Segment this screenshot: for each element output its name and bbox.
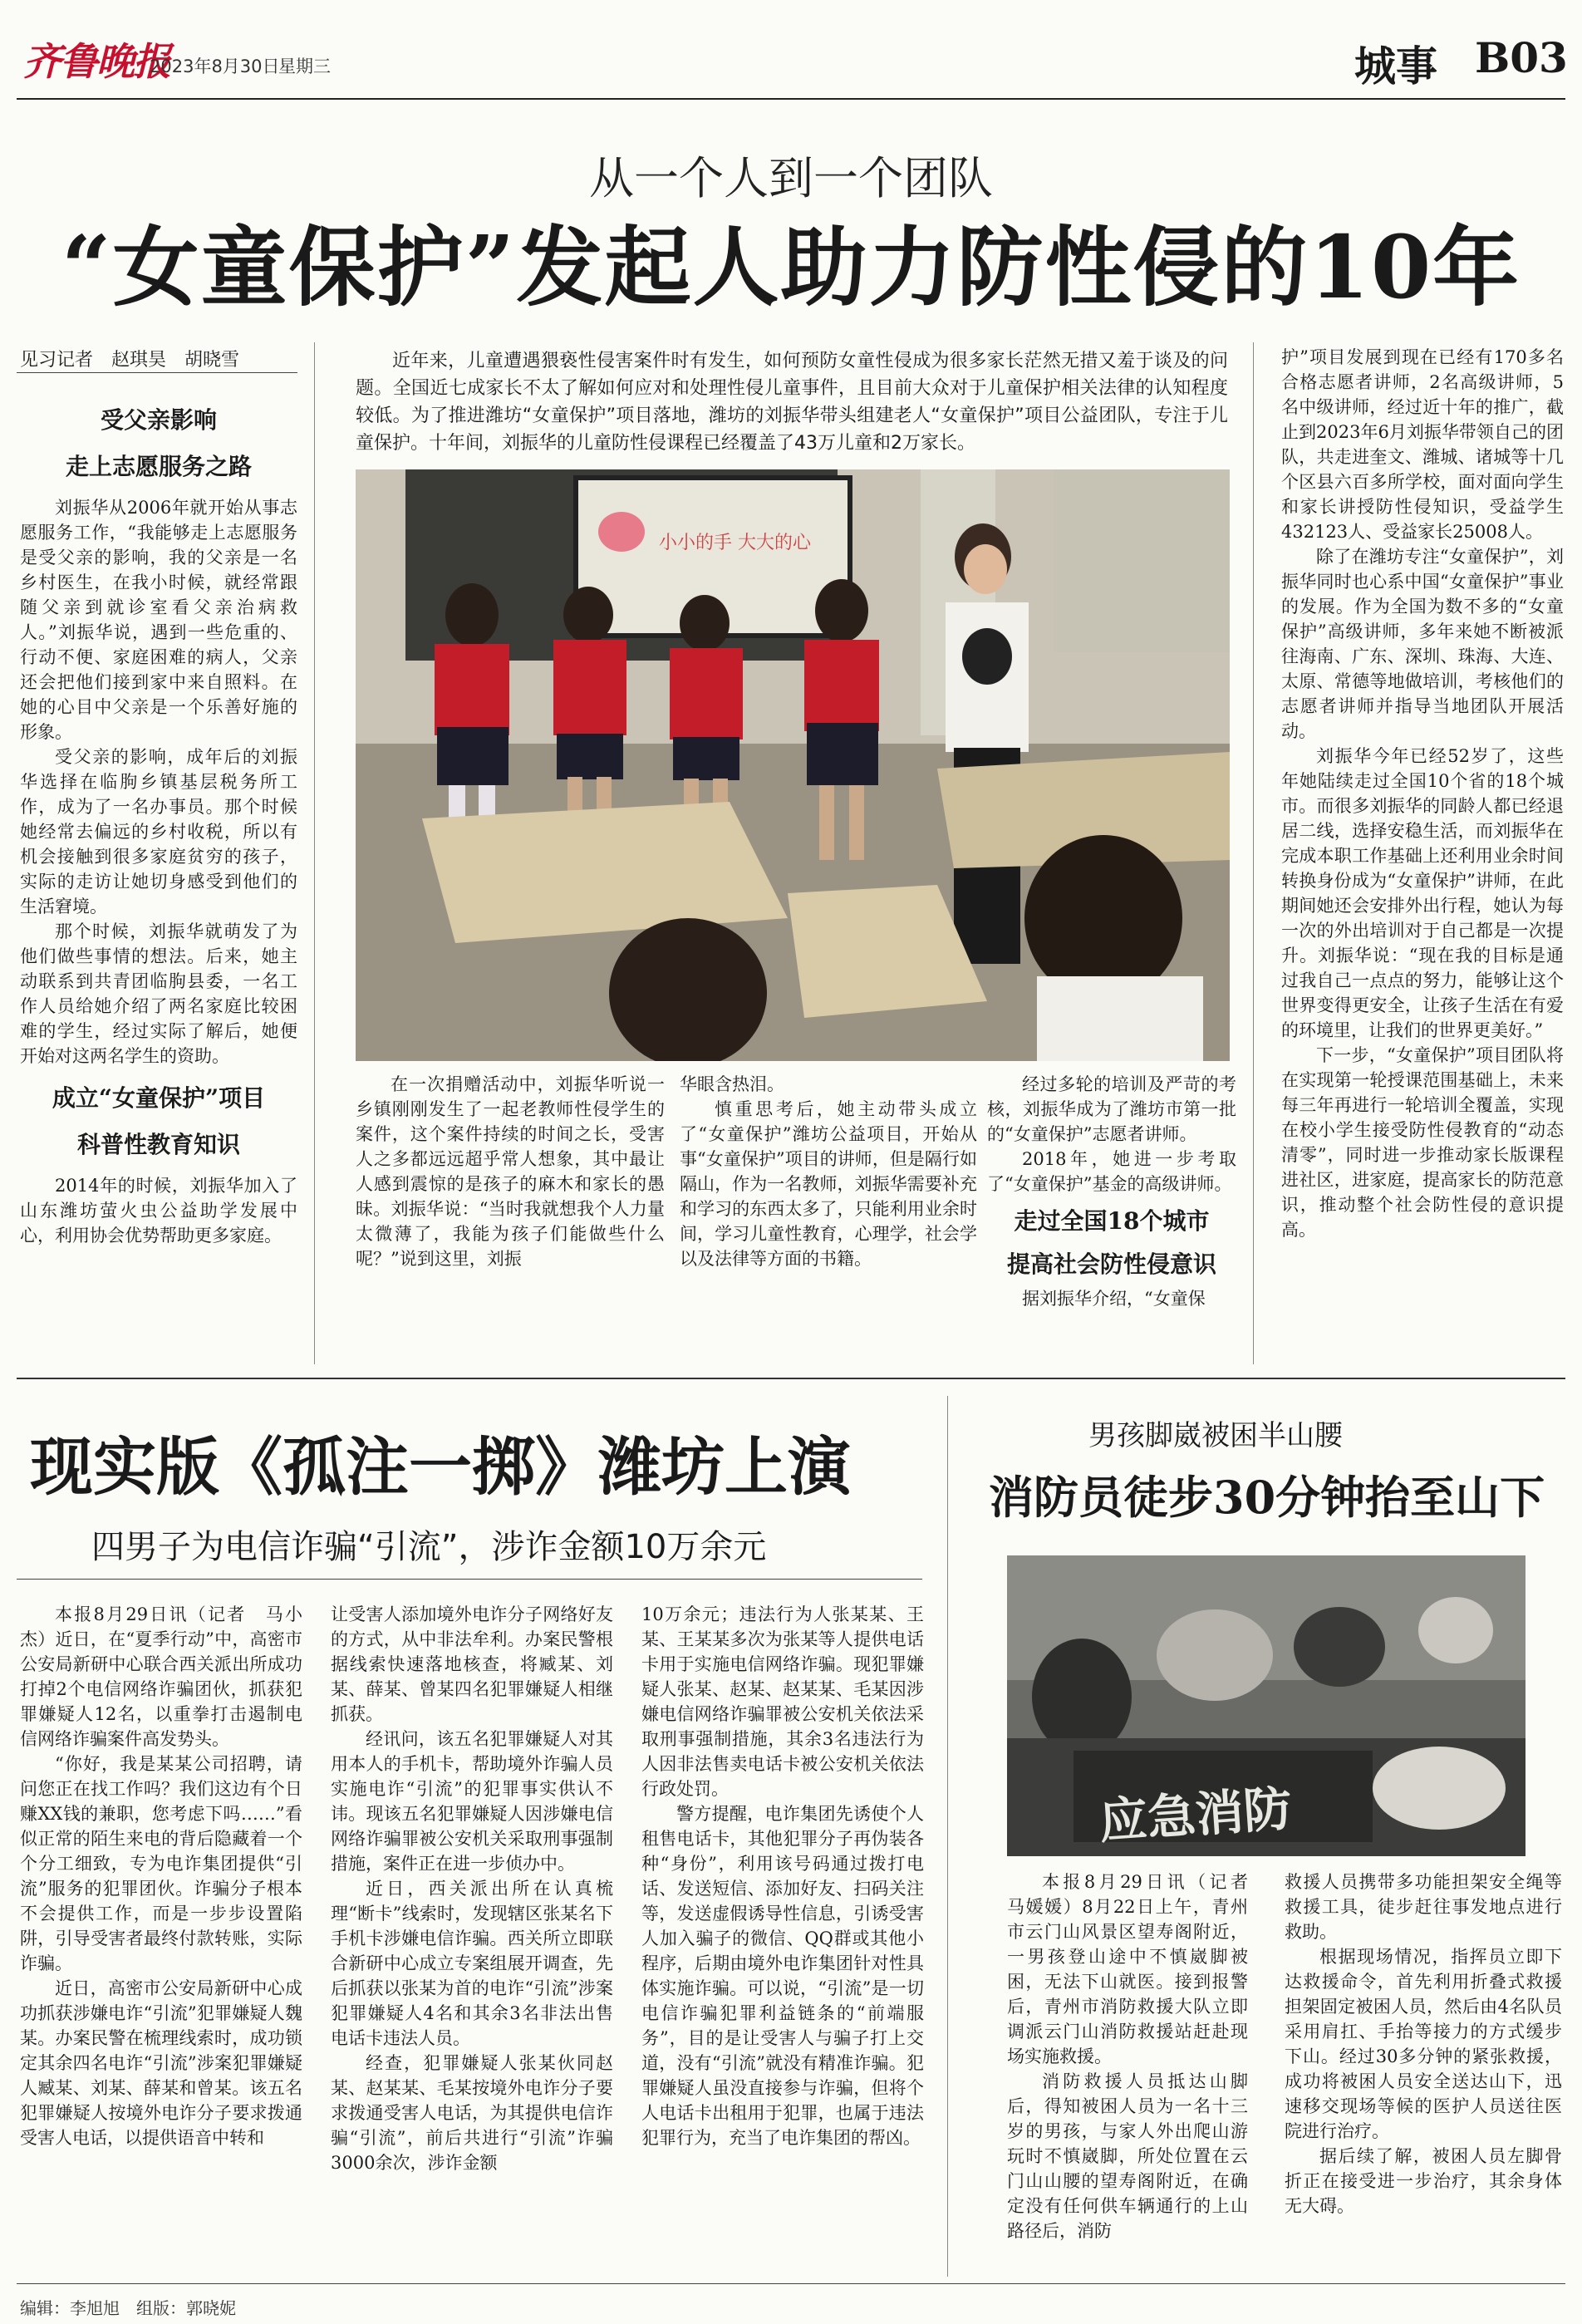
section-name: 城事	[1354, 42, 1437, 91]
paragraph: 慎重思考后，她主动带头成立了“女童保护”潍坊公益项目，开始从事“女童保护”项目的讲师，但是隔行如隔山，作为一名教师，刘振华需要补充和学习的东西太多了，只能利用业余时间，学习儿童性教育，心理学，社会学以及法律等方面的书籍。	[680, 1099, 977, 1269]
story2-rule	[17, 1579, 922, 1580]
paragraph: 在一次捐赠活动中，刘振华听说一乡镇刚刚发生了一起老教师性侵学生的案件，这个案件持续的时间之长，受害人之多都远远超乎常人想象，其中最让人感到震惊的是孩子的麻木和家长的愚昧。刘振华说：“当时我就想我个人力量太微薄了，我能为孩子们能做些什么呢？”说到这里，刘振	[356, 1074, 665, 1269]
paragraph: 近日，高密市公安局新研中心成功抓获涉嫌电诈“引流”犯罪嫌疑人魏某。办案民警在梳理线索时，成功锁定其余四名电诈“引流”涉案犯罪嫌疑人臧某、刘某、薛某和曾某。该五名犯罪嫌疑人按境外电诈分子要求拨通受害人电话，以提供语音中转和	[20, 1978, 302, 2148]
classroom-scene-illustration	[356, 469, 1230, 1061]
paragraph: 那个时候，刘振华就萌发了为他们做些事情的想法。后来，她主动联系到共青团临朐县委，一名工作人员给她介绍了两名家庭比较困难的学生，经过实际了解后，她便开始对这两名学生的资助。	[20, 921, 297, 1066]
story1-headline: “女童保护”发起人助力防性侵的10年	[61, 216, 1521, 318]
subhead-3: 走过全国18个城市 提高社会防性侵意识	[1006, 1207, 1216, 1278]
paragraph: 除了在潍坊专注“女童保护”，刘振华同时也心系中国“女童保护”事业的发展。作为全国为数不多的“女童保护”高级讲师，多年来她不断被派往海南、广东、深圳、珠海、大连、太原、常德等地做培训，考核他们的志愿者讲师并指导当地团队开展活动。	[1281, 547, 1564, 741]
paragraph: 华眼含热泪。	[680, 1074, 784, 1094]
paragraph: 经查，犯罪嫌疑人张某伙同赵某、赵某某、毛某按境外电诈分子要求拨通受害人电话，为其提供电信诈骗“引流”，前后共进行“引流”诈骗3000余次，涉诈金额	[331, 2053, 613, 2173]
page-number: B03	[1475, 33, 1568, 82]
masthead: 齐鲁晚报	[23, 39, 170, 84]
header-rule	[17, 98, 1565, 100]
story2-column-2	[331, 1602, 613, 2175]
story1-column-1	[20, 397, 297, 1248]
story1-column-5	[1281, 345, 1564, 1242]
paragraph: 受父亲的影响，成年后的刘振华选择在临朐乡镇基层税务所工作，成为了一名办事员。那个时候她经常去偏远的乡村收税，所以有机会接触到很多家庭贫穷的孩子，实际的走访让她切身感受到他们的生活窘境。	[20, 747, 297, 916]
screen-text: 小小的手 大大的心	[659, 533, 811, 553]
paragraph: 根据现场情况，指挥员立即下达救援命令，首先利用折叠式救援担架固定被困人员，然后由4名队员采用肩扛、手抬等接力的方式缓步下山。经过30多分钟的紧张救援，成功将被困人员安全送达山下，迅速移交现场等候的医护人员送往医院进行治疗。	[1285, 1947, 1562, 2141]
column-rule	[947, 1396, 948, 2277]
issue-date: 2023年8月30日	[150, 57, 280, 76]
story1-kicker: 从一个人到一个团队	[589, 152, 993, 204]
paragraph: 刘振华今年已经52岁了，这些年她陆续走过全国10个省的18个城市。而很多刘振华的同龄人都已经退居二线，选择安稳生活，而刘振华在完成本职工作基础上还利用业余时间转换身份成为“女童保护”讲师，在此期间她还会安排外出行程，她认为每一次的外出培训对于自己都是一次提升。刘振华说：“现在我的目标是通过我自己一点点的努力，能够让这个世界变得更安全，让孩子生活在有爱的环境里，让我们的世界更美好。”	[1281, 746, 1564, 1040]
rescue-scene-illustration	[1007, 1555, 1526, 1856]
story1-byline: 见习记者 赵琪昊 胡晓雪	[20, 350, 240, 371]
paragraph: 10万余元；违法行为人张某某、王某、王某某多次为张某等人提供电话卡用于实施电信网络诈骗。现犯罪嫌疑人张某、赵某、赵某某、毛某因涉嫌电信网络诈骗罪被公安机关依法采取刑事强制措施，其余3名违法行为人因非法售卖电话卡被公安机关依法行政处罚。	[641, 1604, 924, 1799]
byline-rule	[17, 372, 297, 373]
story1-column-2	[356, 1072, 665, 1271]
paragraph: 2018年，她进一步考取了“女童保护”基金的高级讲师。	[987, 1149, 1236, 1194]
paragraph: 近日，西关派出所在认真梳理“断卡”线索时，发现辖区张某名下手机卡涉嫌电信诈骗。西关所立即联合新研中心成立专案组展开调查，先后抓获以张某为首的电诈“引流”涉案犯罪嫌疑人4名和其余3名非法出售电话卡违法人员。	[331, 1879, 613, 2048]
story3-column-1	[1007, 1870, 1265, 2243]
story2-deck: 四男子为电信诈骗“引流”，涉诈金额10万余元	[91, 1528, 767, 1566]
vest-text: 应急消防	[1097, 1780, 1294, 1850]
column-rule	[314, 342, 315, 1364]
story1-column-4	[987, 1072, 1236, 1311]
paragraph: 让受害人添加境外电诈分子网络好友的方式，从中非法牟利。办案民警根据线索快速落地核查，将臧某、刘某、薛某、曾某四名犯罪嫌疑人相继抓获。	[331, 1604, 613, 1724]
paragraph: 据刘振华介绍，“女童保	[1022, 1289, 1206, 1309]
paragraph: 下一步，“女童保护”项目团队将在实现第一轮授课范围基础上，未来每三年再进行一轮培训全覆盖，实现在校小学生接受防性侵教育的“动态清零”，同时进一步推动家长版课程进社区，进家庭，提高家长的防范意识，推动整个社会防性侵的意识提高。	[1281, 1045, 1564, 1240]
paragraph: 护”项目发展到现在已经有170多名合格志愿者讲师，2名高级讲师，5名中级讲师，经过近十年的推广，截止到2023年6月刘振华带领自己的团队，共走进奎文、潍城、诸城等十几个区县六百多所学校，面对面向学生和家长讲授防性侵知识，受益学生432123人、受益家长25008人。	[1281, 347, 1564, 542]
paragraph: 本报8月29日讯（记者 马小杰）近日，在“夏季行动”中，高密市公安局新研中心联合西关派出所成功打掉2个电信网络诈骗团伙，抓获犯罪嫌疑人12名，以重拳打击遏制电信网络诈骗案件高发势头。	[20, 1604, 302, 1749]
column-rule	[1253, 342, 1254, 1364]
paragraph: 经过多轮的培训及严苛的考核，刘振华成为了潍坊市第一批的“女童保护”志愿者讲师。	[987, 1074, 1236, 1144]
editor-credit: 编辑：李旭旭 组版：郭晓妮	[20, 2298, 236, 2318]
paragraph: 消防救援人员抵达山脚后，得知被困人员为一名十三岁的男孩，与家人外出爬山游玩时不慎崴脚，所处位置在云门山山腰的望寿阁附近，在确定没有任何供车辆通行的上山路径后，消防	[1007, 2071, 1248, 2241]
story2-column-1	[20, 1602, 302, 2150]
story2-column-3	[641, 1602, 924, 2150]
footer-rule	[17, 2283, 1565, 2284]
section-rule	[17, 1378, 1565, 1379]
story2-headline: 现实版《孤注一掷》潍坊上演	[30, 1430, 851, 1504]
classroom-photo	[356, 469, 1230, 1061]
paragraph: 救援人员携带多功能担架安全绳等救援工具，徒步赶往事发地点进行救助。	[1285, 1872, 1562, 1942]
paragraph: “你好，我是某某公司招聘，请问您正在找工作吗？我们这边有个日赚XX钱的兼职，您考虑下吗……”看似正常的陌生来电的背后隐藏着一个个分工细致，专为电诈集团提供“引流”服务的犯罪团伙。诈骗分子根本不会提供工作，而是一步步设置陷阱，引导受害者最终付款转账，实际诈骗。	[20, 1754, 302, 1973]
story1-column-3	[680, 1072, 977, 1271]
paragraph: 本报8月29日讯（记者 马媛媛）8月22日上午，青州市云门山风景区望寿阁附近，一男孩登山途中不慎崴脚被困，无法下山就医。接到报警后，青州市消防救援大队立即调派云门山消防救援站赶赴现场实施救援。	[1007, 1872, 1265, 2066]
paragraph: 据后续了解，被困人员左脚骨折正在接受进一步治疗，其余身体无大碍。	[1285, 2146, 1562, 2216]
paragraph: 经讯问，该五名犯罪嫌疑人对其用本人的手机卡，帮助境外诈骗人员实施电诈“引流”的犯罪事实供认不讳。现该五名犯罪嫌疑人因涉嫌电信网络诈骗罪被公安机关采取刑事强制措施，案件正在进一步侦办中。	[331, 1729, 613, 1874]
issue-weekday: 星期三	[278, 57, 331, 76]
paragraph: 警方提醒，电诈集团先诱使个人租售电话卡，其他犯罪分子再伪装各种“身份”，利用该号码通过拨打电话、发送短信、添加好友、扫码关注等，发送虚假诱导性信息，引诱受害人加入骗子的微信、QQ群或其他小程序，后期由境外电诈集团针对性具体实施诈骗。可以说，“引流”是一切电信诈骗犯罪利益链条的“前端服务”，目的是让受害人与骗子打上交道，没有“引流”就没有精准诈骗。犯罪嫌疑人虽没直接参与诈骗，但将个人电话卡出租用于犯罪，也属于违法犯罪行为，充当了电诈集团的帮凶。	[641, 1804, 924, 2148]
paragraph: 2014年的时候，刘振华加入了山东潍坊萤火虫公益助学发展中心，利用协会优势帮助更多家庭。	[20, 1176, 297, 1246]
subhead-2: 成立“女童保护”项目 科普性教育知识	[52, 1084, 266, 1158]
paragraph: 刘振华从2006年就开始从事志愿服务工作，“我能够走上志愿服务是受父亲的影响，我的父亲是一名乡村医生，在我小时候，就经常跟随父亲到就诊室看父亲治病救人。”刘振华说，遇到一些危重的、行动不便、家庭困难的病人，父亲还会把他们接到家中来自照料。在她的心目中父亲是一个乐善好施的形象。	[20, 498, 297, 742]
rescue-photo	[1007, 1555, 1526, 1856]
story3-kicker: 男孩脚崴被困半山腰	[1088, 1419, 1343, 1452]
subhead-1: 受父亲影响 走上志愿服务之路	[65, 406, 252, 480]
story1-lead: 近年来，儿童遭遇猥亵性侵害案件时有发生，如何预防女童性侵成为很多家长茫然无措又羞于谈及的问题。全国近七成家长不太了解如何应对和处理性侵儿童事件，且目前大众对于儿童保护相关法律的认知程度较低。为了推进潍坊“女童保护”项目落地，潍坊的刘振华带头组建老人“女童保护”项目公益团队，专注于儿童保护。十年间，刘振华的儿童防性侵课程已经覆盖了43万儿童和2万家长。	[356, 351, 1228, 454]
story3-headline: 消防员徒步30分钟抬至山下	[989, 1471, 1545, 1524]
story3-column-2	[1285, 1870, 1562, 2218]
